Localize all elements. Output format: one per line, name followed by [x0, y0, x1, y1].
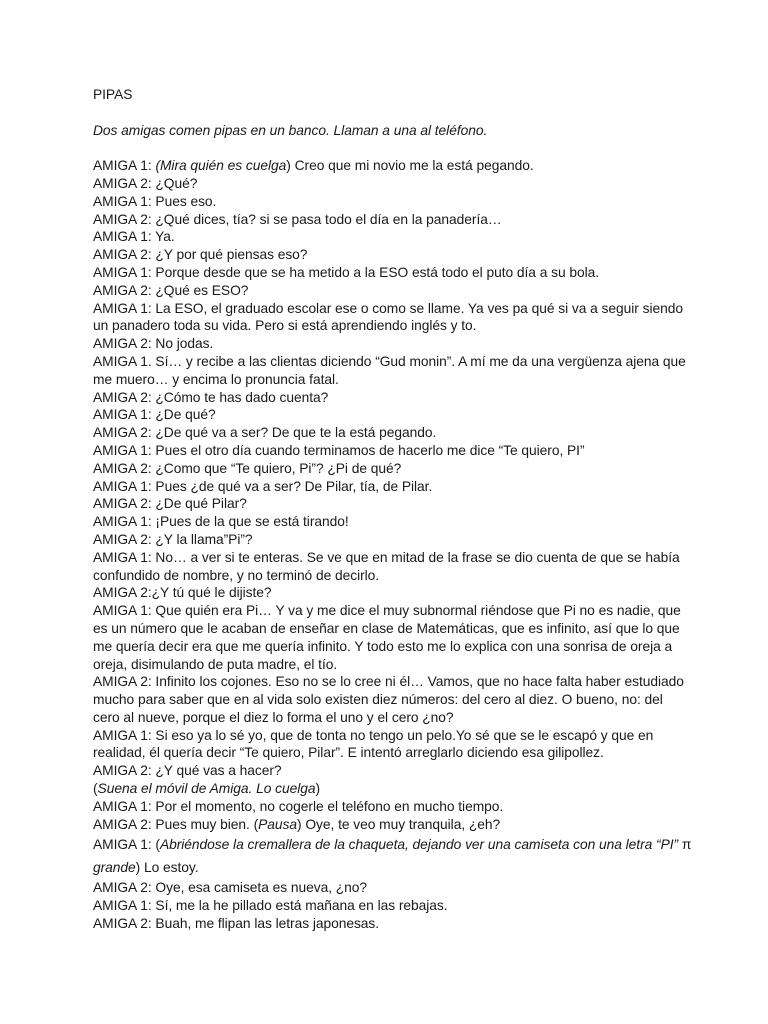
stage-direction: Suena el móvil de Amiga. Lo cuelga — [97, 781, 316, 797]
dialogue-line: AMIGA 1: Sí, me la he pillado está mañana en las rebajas. — [93, 898, 448, 914]
dialogue-line: AMIGA 1. Sí… y recibe a las clientas diciendo “Gud monin”. A mí me da una vergüenza ajena que me muero… y encima lo pronuncia fatal. — [93, 353, 686, 387]
stage-direction-line: (Suena el móvil de Amiga. Lo cuelga) — [93, 781, 320, 797]
dialogue-line: AMIGA 1: Pues el otro día cuando terminamos de hacerlo me dice “Te quiero, PI” — [93, 442, 585, 458]
dialogue-line: AMIGA 2: ¿Como que “Te quiero, Pi”? ¿Pi de qué? — [93, 460, 402, 476]
dialogue-line: AMIGA 1: (Mira quién es cuelga) Creo que mi novio me la está pegando. — [93, 158, 534, 174]
pi-glyph: π — [681, 837, 692, 853]
document-page — [93, 86, 693, 933]
dialogue-line: AMIGA 1: Por el momento, no cogerle el teléfono en mucho tiempo. — [93, 798, 504, 814]
dialogue-line: AMIGA 1: Pues eso. — [93, 193, 217, 209]
dialogue-line: AMIGA 2: ¿Qué? — [93, 175, 198, 191]
dialogue-line: AMIGA 1: Ya. — [93, 229, 175, 245]
dialogue-line: AMIGA 2: ¿Qué es ESO? — [93, 282, 249, 298]
dialogue-line: AMIGA 2: ¿Cómo te has dado cuenta? — [93, 389, 329, 405]
dialogue-line: AMIGA 2: ¿De qué Pilar? — [93, 496, 247, 512]
dialogue-line: AMIGA 2: Infinito los cojones. Eso no se lo cree ni él… Vamos, que no hace falta haber estudiado mucho para saber que en al vida solo existen diez números: del cero al diez. O bueno, no: del cero al nueve, porque el diez lo forma el uno y el cero ¿no? — [93, 674, 684, 725]
dialogue-line: AMIGA 2: Pues muy bien. (Pausa) Oye, te veo muy tranquila, ¿eh? — [93, 816, 501, 832]
dialogue-line: AMIGA 1: ¿De qué? — [93, 407, 216, 423]
stage-direction: (Mira quién es cuelga — [155, 158, 287, 174]
dialogue-line: AMIGA 2: ¿Y por qué piensas eso? — [93, 247, 308, 263]
dialogue-line: AMIGA 1: La ESO, el graduado escolar ese o como se llame. Ya ves pa qué si va a seguir siendo un panadero toda su vida. Pero si está aprendiendo inglés y to. — [93, 300, 683, 334]
dialogue-line: AMIGA 1: Si eso ya lo sé yo, que de tonta no tengo un pelo.Yo sé que se le escapó y que en realidad, él quería decir “Te quiero, Pilar”. E intentó arreglarlo diciendo esa gilipollez. — [93, 727, 654, 761]
dialogue-line: AMIGA 1: (Abriéndose la cremallera de la chaqueta, dejando ver una camiseta con una letra “PI” π grande) Lo estoy. — [93, 837, 692, 876]
dialogue-line: AMIGA 2: ¿De qué va a ser? De que te la está pegando. — [93, 425, 437, 441]
dialogue-line: AMIGA 1: No… a ver si te enteras. Se ve que en mitad de la frase se dio cuenta de que se había confundido de nombre, y no terminó de decirlo. — [93, 549, 680, 583]
dialogue-line: AMIGA 2: Oye, esa camiseta es nueva, ¿no? — [93, 880, 368, 896]
dialogue-line: AMIGA 2: Buah, me flipan las letras japonesas. — [93, 916, 380, 932]
dialogue-line: AMIGA 2:¿Y tú qué le dijiste? — [93, 585, 272, 601]
dialogue-line: AMIGA 2: ¿Y qué vas a hacer? — [93, 763, 282, 779]
stage-direction-intro: Dos amigas comen pipas en un banco. Llaman a una al teléfono. — [93, 122, 488, 138]
dialogue-line: AMIGA 1: Porque desde que se ha metido a la ESO está todo el puto día a su bola. — [93, 264, 600, 280]
dialogue-line: AMIGA 1: Pues ¿de qué va a ser? De Pilar, tía, de Pilar. — [93, 478, 433, 494]
dialogue-line: AMIGA 2: ¿Y la llama”Pi”? — [93, 531, 253, 547]
stage-direction: Pausa — [258, 816, 298, 832]
dialogue-line: AMIGA 2: ¿Qué dices, tía? si se pasa todo el día en la panadería… — [93, 211, 502, 227]
dialogue-line: AMIGA 1: ¡Pues de la que se está tirando! — [93, 514, 349, 530]
dialogue-line: AMIGA 2: No jodas. — [93, 336, 214, 352]
document-title: PIPAS — [93, 87, 133, 102]
stage-direction: grande — [93, 860, 136, 876]
stage-direction: Abriéndose la cremallera de la chaqueta, dejando ver una camiseta con una letra “PI” — [159, 837, 682, 853]
dialogue-line: AMIGA 1: Que quién era Pi… Y va y me dice el muy subnormal riéndose que Pi no es nadie, que es un número que le acaban de enseñar en clase de Matemáticas, que es infinito, así que lo que me quería decir era que me quería infinito. Y todo esto me lo explica con una sonrisa de oreja a oreja, disimulando de puta madre, el tío. — [93, 603, 681, 672]
